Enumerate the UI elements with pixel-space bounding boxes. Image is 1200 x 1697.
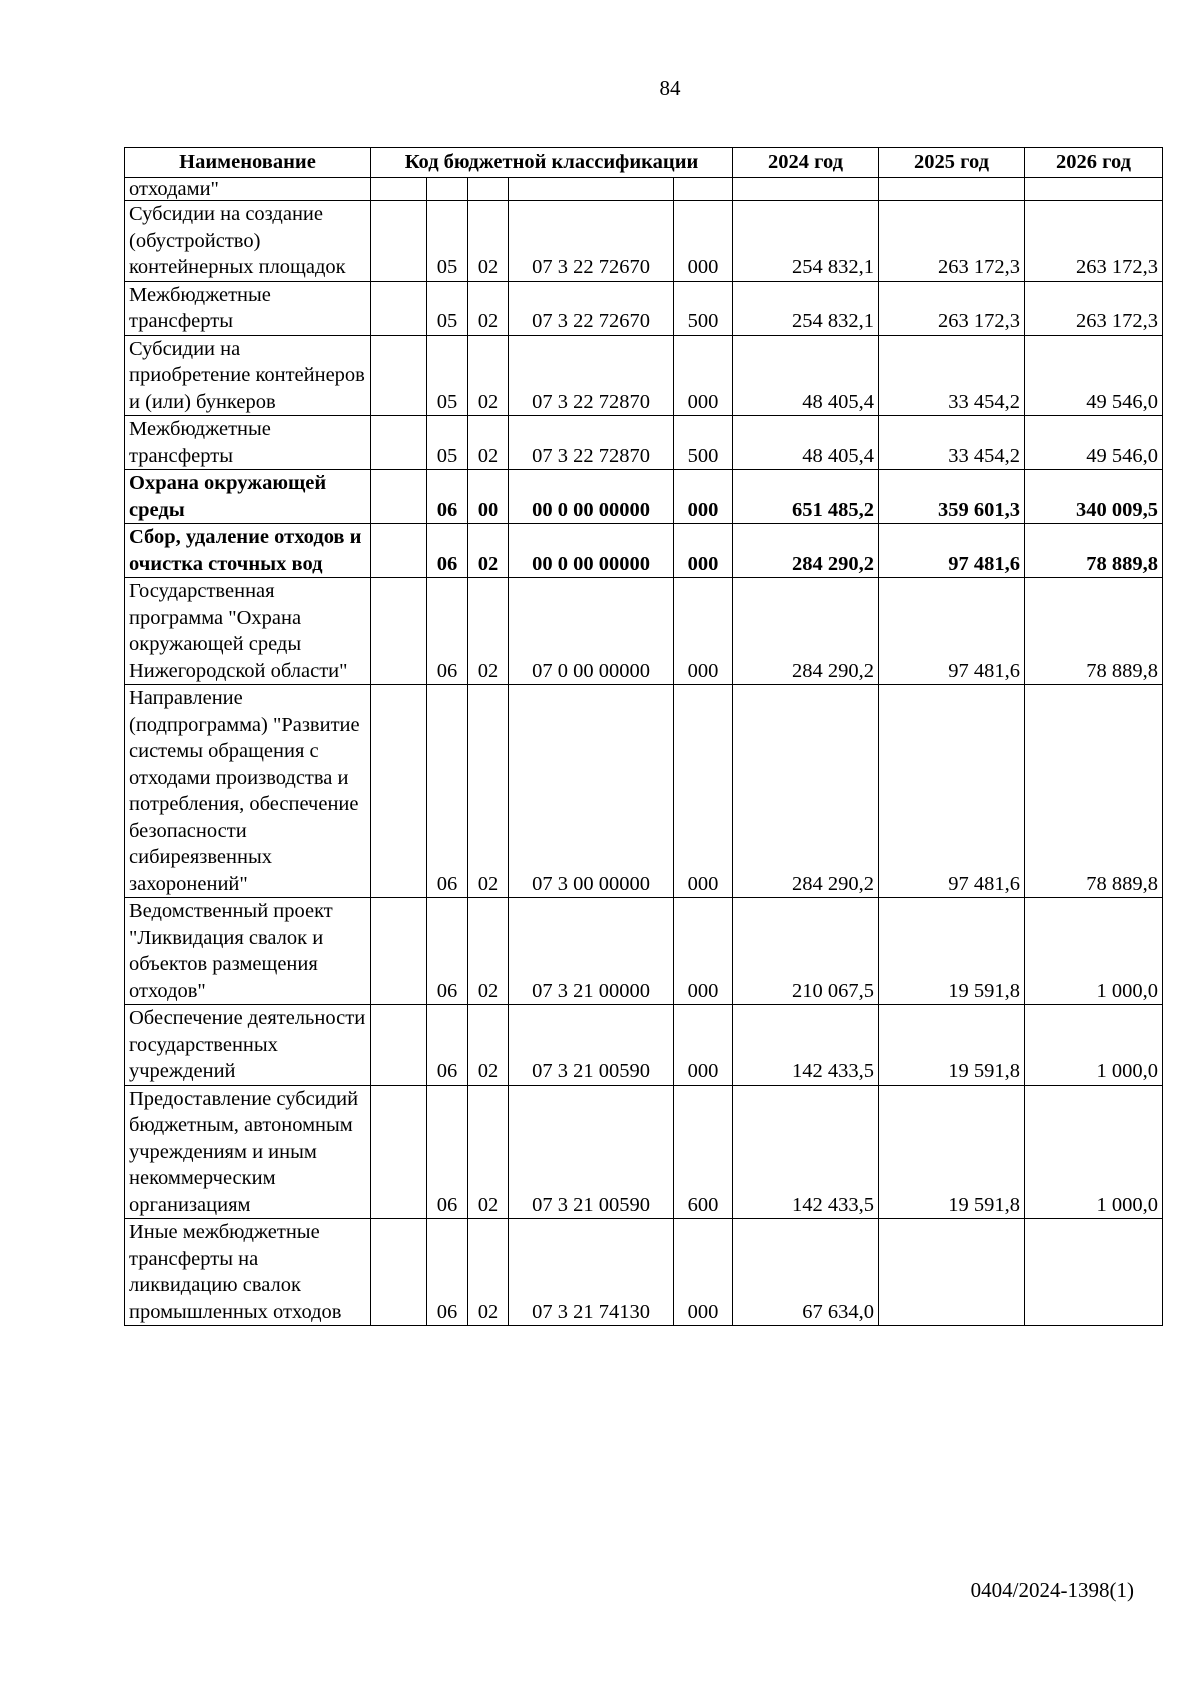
row-name: Государственная программа "Охрана окружающей среды Нижегородской области" [125,578,371,685]
value-2025: 33 454,2 [879,416,1025,470]
value-2024: 142 433,5 [733,1085,879,1219]
table-row [125,1005,1163,1086]
code-target-article: 07 3 21 74130 [509,1219,674,1326]
table-body [125,178,1163,1326]
code-target-article: 07 0 00 00000 [509,578,674,685]
code-section: 06 [427,1005,468,1086]
row-name: Предоставление субсидий бюджетным, автономным учреждениям и иным некоммерческим организациям [125,1085,371,1219]
value-2024: 210 067,5 [733,898,879,1005]
value-2025: 97 481,6 [879,685,1025,898]
code-part-1 [371,898,427,1005]
code-target-article: 07 3 22 72870 [509,416,674,470]
value-2026: 1 000,0 [1025,898,1163,1005]
value-2026: 78 889,8 [1025,524,1163,578]
value-2024: 67 634,0 [733,1219,879,1326]
code-part-1 [371,1005,427,1086]
value-2025: 97 481,6 [879,578,1025,685]
code-part-1 [371,201,427,282]
code-target-article: 07 3 22 72670 [509,281,674,335]
value-2024: 651 485,2 [733,470,879,524]
value-2024: 254 832,1 [733,281,879,335]
code-expense-type: 000 [674,1219,733,1326]
value-2024: 284 290,2 [733,524,879,578]
value-2024 [733,178,879,201]
code-expense-type: 000 [674,524,733,578]
code-target-article: 07 3 00 00000 [509,685,674,898]
code-expense-type: 500 [674,416,733,470]
row-name: Сбор, удаление отходов и очистка сточных вод [125,524,371,578]
code-subsection: 02 [468,201,509,282]
page-number: 84 [659,76,681,100]
value-2024: 254 832,1 [733,201,879,282]
row-name: Направление (подпрограмма) "Развитие системы обращения с отходами производства и потребления, обеспечение безопасности сибиреязвенных захоронений" [125,685,371,898]
code-target-article [509,178,674,201]
code-target-article: 00 0 00 00000 [509,524,674,578]
code-section: 06 [427,685,468,898]
document-code: 0404/2024-1398(1) [970,1578,1134,1602]
code-part-1 [371,685,427,898]
table-row [125,281,1163,335]
value-2024: 48 405,4 [733,416,879,470]
row-name: отходами" [125,178,371,201]
code-section: 06 [427,898,468,1005]
row-name: Иные межбюджетные трансферты на ликвидацию свалок промышленных отходов [125,1219,371,1326]
code-part-1 [371,578,427,685]
value-2025 [879,178,1025,201]
code-expense-type: 000 [674,335,733,416]
code-section: 05 [427,416,468,470]
value-2025: 97 481,6 [879,524,1025,578]
code-section: 05 [427,201,468,282]
code-expense-type: 000 [674,685,733,898]
value-2026: 78 889,8 [1025,578,1163,685]
header-name: Наименование [125,148,371,178]
code-subsection: 02 [468,1005,509,1086]
code-expense-type: 000 [674,470,733,524]
value-2025: 33 454,2 [879,335,1025,416]
row-name: Охрана окружающей среды [125,470,371,524]
code-expense-type: 000 [674,578,733,685]
code-section: 06 [427,1085,468,1219]
row-name: Ведомственный проект "Ликвидация свалок и объектов размещения отходов" [125,898,371,1005]
table-row [125,685,1163,898]
code-section: 05 [427,281,468,335]
code-part-1 [371,416,427,470]
code-target-article: 07 3 22 72870 [509,335,674,416]
value-2025: 19 591,8 [879,1085,1025,1219]
value-2026: 49 546,0 [1025,335,1163,416]
code-part-1 [371,281,427,335]
code-part-1 [371,470,427,524]
value-2025: 263 172,3 [879,281,1025,335]
code-expense-type: 600 [674,1085,733,1219]
header-2026: 2026 год [1025,148,1163,178]
budget-table [124,147,1163,1326]
value-2026: 49 546,0 [1025,416,1163,470]
table-row [125,470,1163,524]
code-expense-type [674,178,733,201]
header-row [125,148,1163,178]
value-2026 [1025,1219,1163,1326]
code-subsection: 02 [468,1219,509,1326]
value-2026: 263 172,3 [1025,201,1163,282]
code-expense-type: 500 [674,281,733,335]
value-2024: 284 290,2 [733,578,879,685]
code-subsection: 02 [468,416,509,470]
value-2026: 263 172,3 [1025,281,1163,335]
code-section [427,178,468,201]
header-2024: 2024 год [733,148,879,178]
code-section: 06 [427,470,468,524]
code-section: 06 [427,1219,468,1326]
value-2024: 48 405,4 [733,335,879,416]
value-2026 [1025,178,1163,201]
code-target-article: 07 3 22 72670 [509,201,674,282]
code-subsection [468,178,509,201]
code-subsection: 02 [468,898,509,1005]
row-name: Межбюджетные трансферты [125,416,371,470]
code-expense-type: 000 [674,201,733,282]
value-2026: 1 000,0 [1025,1005,1163,1086]
table-row [125,578,1163,685]
code-target-article: 07 3 21 00590 [509,1005,674,1086]
table-row [125,416,1163,470]
table-row [125,1085,1163,1219]
table-row [125,335,1163,416]
code-subsection: 00 [468,470,509,524]
code-part-1 [371,524,427,578]
code-subsection: 02 [468,685,509,898]
value-2026: 1 000,0 [1025,1085,1163,1219]
value-2026: 340 009,5 [1025,470,1163,524]
value-2024: 142 433,5 [733,1005,879,1086]
code-part-1 [371,335,427,416]
code-subsection: 02 [468,524,509,578]
code-target-article: 07 3 21 00000 [509,898,674,1005]
value-2025: 359 601,3 [879,470,1025,524]
row-name: Обеспечение деятельности государственных учреждений [125,1005,371,1086]
code-section: 06 [427,524,468,578]
code-part-1 [371,178,427,201]
table-row [125,178,1163,201]
code-expense-type: 000 [674,1005,733,1086]
code-part-1 [371,1085,427,1219]
table-row [125,1219,1163,1326]
value-2024: 284 290,2 [733,685,879,898]
row-name: Субсидии на приобретение контейнеров и (или) бункеров [125,335,371,416]
code-target-article: 07 3 21 00590 [509,1085,674,1219]
row-name: Межбюджетные трансферты [125,281,371,335]
code-expense-type: 000 [674,898,733,1005]
code-section: 05 [427,335,468,416]
header-code: Код бюджетной классификации [371,148,733,178]
code-target-article: 00 0 00 00000 [509,470,674,524]
code-subsection: 02 [468,335,509,416]
table-row [125,201,1163,282]
code-subsection: 02 [468,281,509,335]
value-2025 [879,1219,1025,1326]
row-name: Субсидии на создание (обустройство) контейнерных площадок [125,201,371,282]
header-2025: 2025 год [879,148,1025,178]
table-row [125,898,1163,1005]
code-part-1 [371,1219,427,1326]
value-2025: 19 591,8 [879,898,1025,1005]
code-subsection: 02 [468,1085,509,1219]
table-row [125,524,1163,578]
value-2026: 78 889,8 [1025,685,1163,898]
code-section: 06 [427,578,468,685]
value-2025: 19 591,8 [879,1005,1025,1086]
value-2025: 263 172,3 [879,201,1025,282]
code-subsection: 02 [468,578,509,685]
